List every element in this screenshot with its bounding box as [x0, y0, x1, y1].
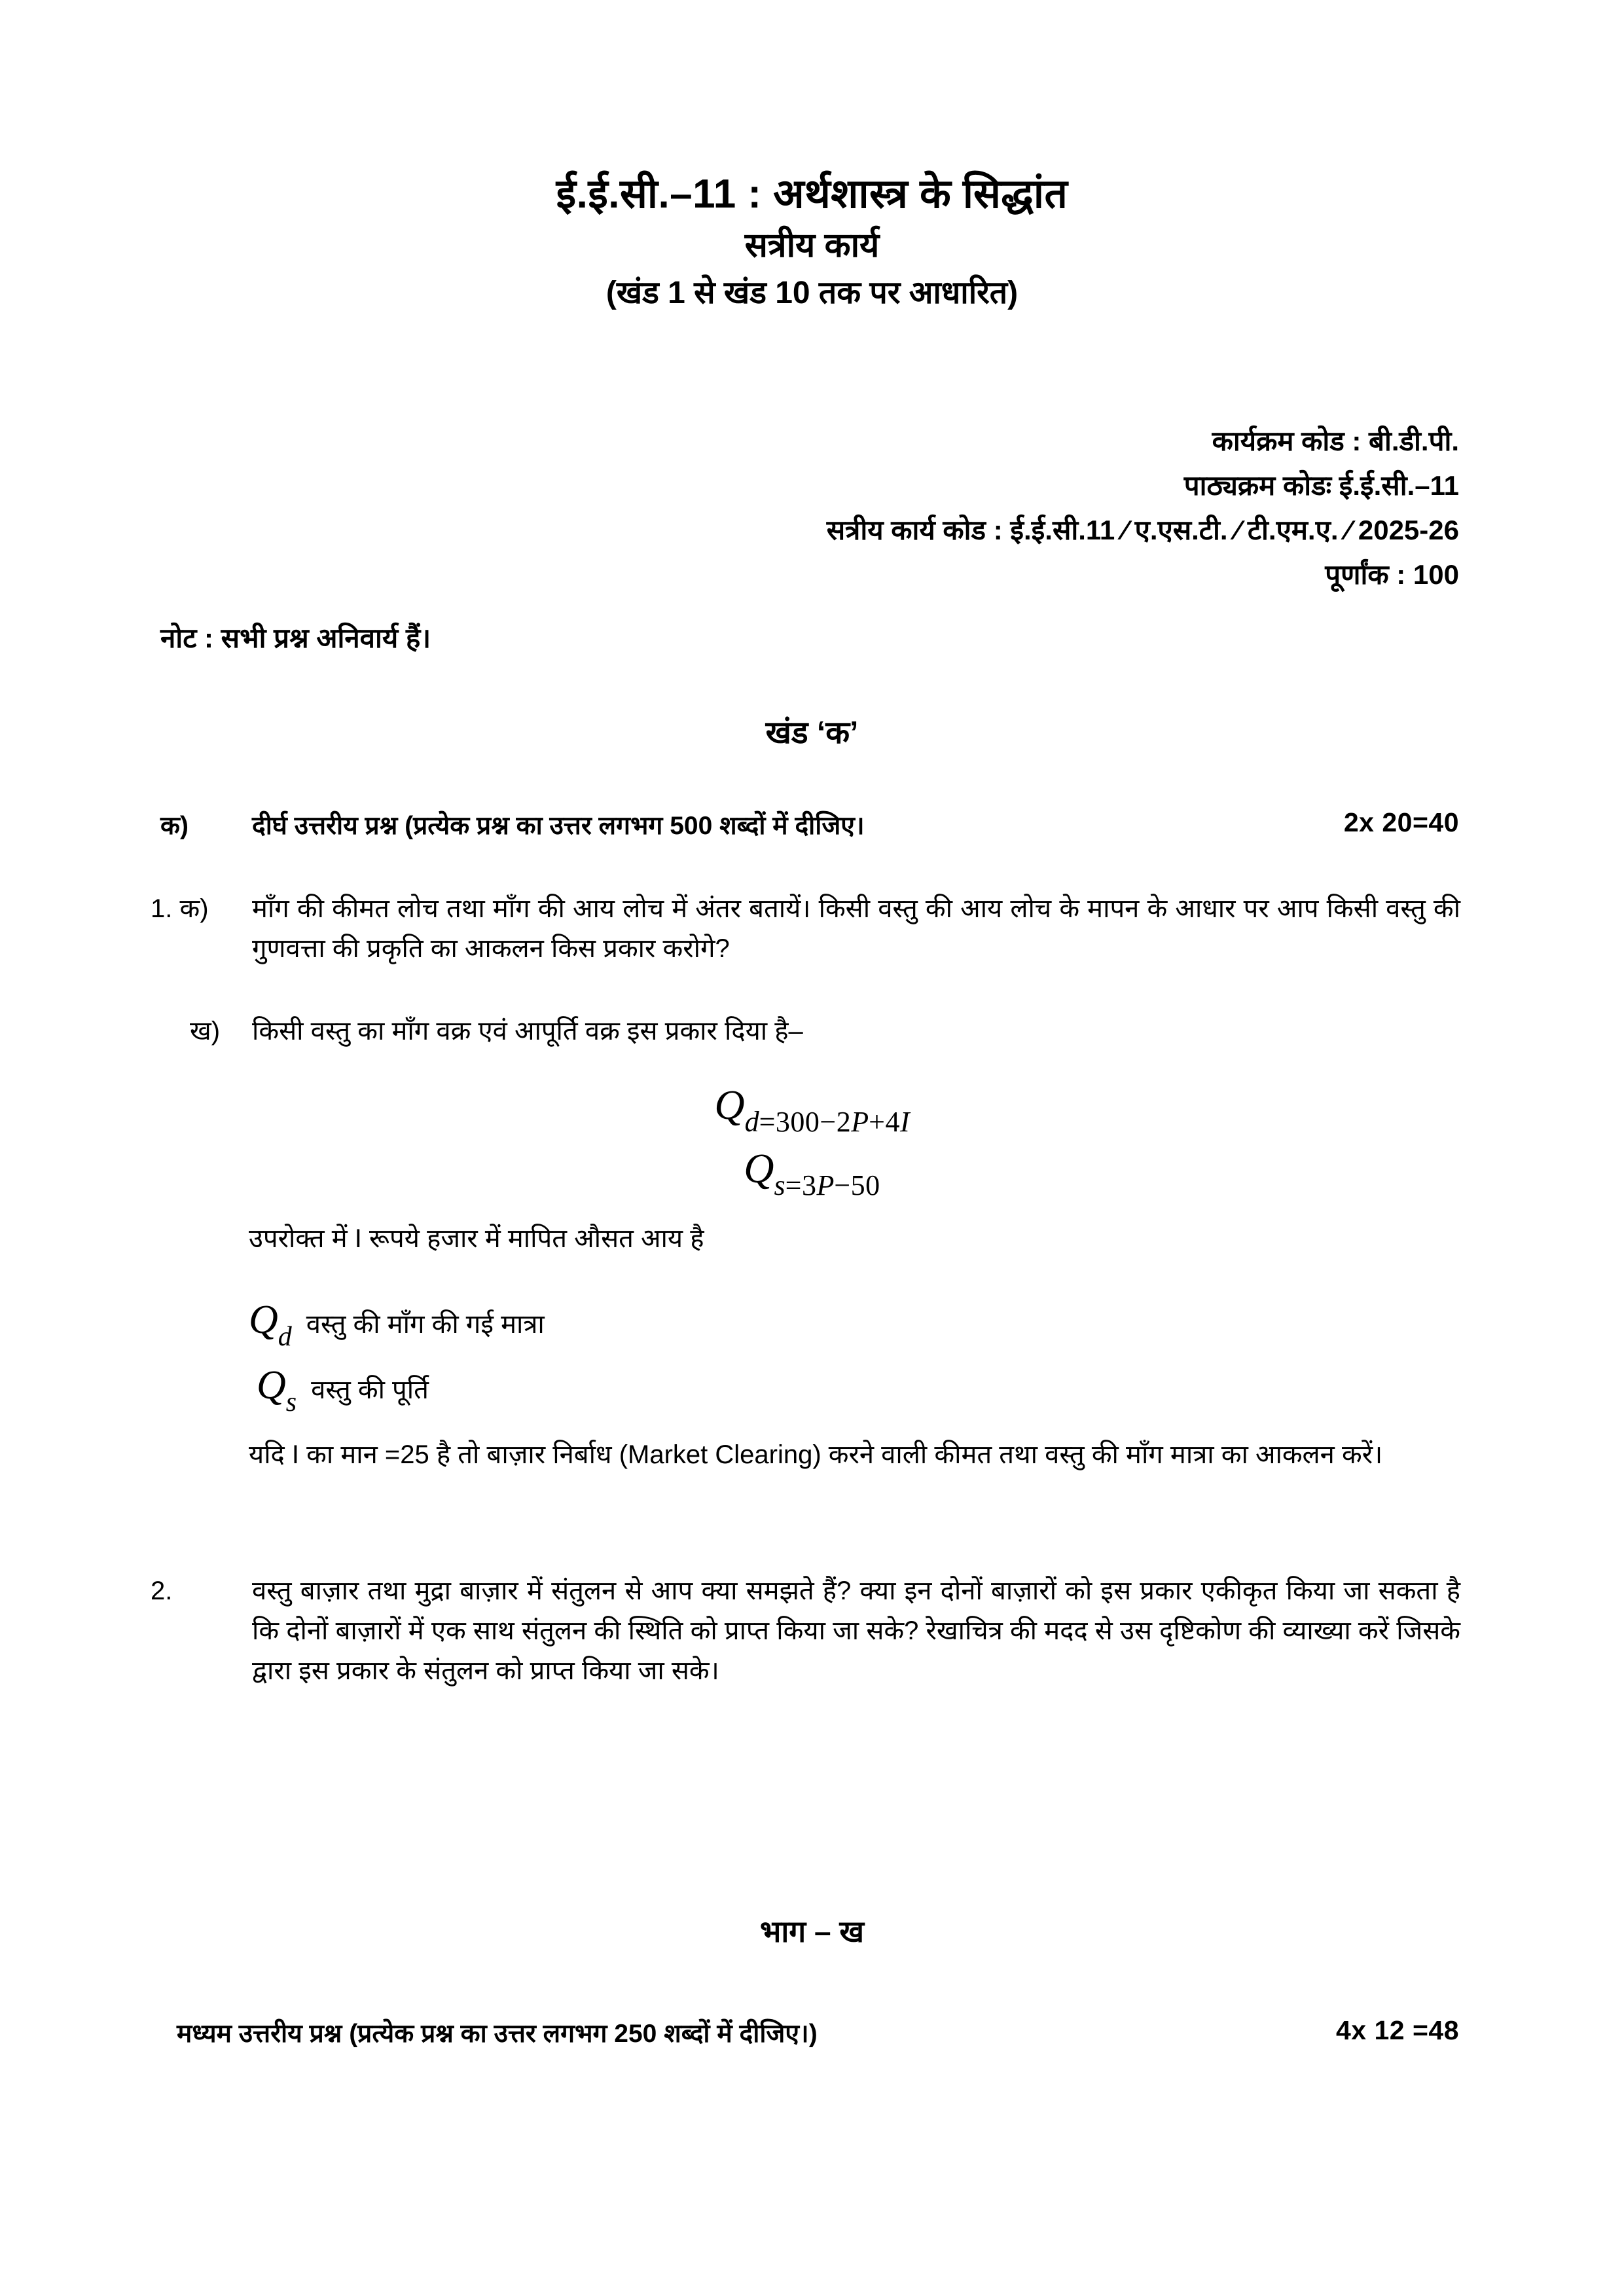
definition-qd	[249, 1298, 545, 1353]
section-b-heading: भाग – ख	[760, 1914, 864, 1948]
equation-demand-body2: +4	[869, 1106, 900, 1139]
max-marks: पूर्णांक : 100	[1325, 559, 1459, 591]
course-code: पाठ्यक्रम कोडः ई.ई.सी.–11	[1183, 470, 1459, 501]
section-a-heading: खंड ‘क’	[765, 716, 859, 750]
equation-demand-subscript: d	[744, 1106, 759, 1139]
equation-note: उपरोक्त में I रूपये हजार में मापित औसत आय है	[249, 1224, 704, 1253]
equation-supply	[0, 1140, 1624, 1200]
page-subtitle: सत्रीय कार्य	[744, 226, 880, 264]
question-1b-text: किसी वस्तु का माँग वक्र एवं आपूर्ति वक्र इस प्रकार दिया है–	[252, 1017, 803, 1046]
question-2-text: वस्तु बाज़ार तथा मुद्रा बाज़ार में संतुलन से आप क्या समझते हैं? क्या इन दोनों बाज़ारों को इस प्रकार एकीकृत किया जा सकता है कि दोनों बाज़ारों में एक साथ संतुलन की स्थिति को प्राप्त किया जा सके? रेखाचित्र की मदद से उस दृष्टिकोण की व्याख्या करें जिसके द्वारा इस प्रकार के संतुलन को प्राप्त किया जा सके।	[252, 1576, 1460, 1685]
equation-question: यदि I का मान =25 है तो बाज़ार निर्बाध (Market Clearing) करने वाली कीमत तथा वस्तु की माँग मात्रा का आकलन करें।	[249, 1440, 1383, 1469]
definition-qd-text: वस्तु की माँग की गई मात्रा	[306, 1310, 545, 1339]
page-subtitle-scope: (खंड 1 से खंड 10 तक पर आधारित)	[605, 276, 1019, 311]
programme-code: कार्यक्रम कोड : बी.डी.पी.	[1212, 426, 1459, 456]
question-2	[151, 1571, 1460, 1690]
code-block	[827, 419, 1459, 597]
question-2-number: 2.	[151, 1576, 173, 1605]
equation-demand-body: =300−2	[759, 1106, 852, 1139]
question-1b-number: ख)	[190, 1017, 221, 1046]
equation-supply-var1: P	[816, 1169, 835, 1202]
page-title: ई.ई.सी.–11 : अर्थशास्त्र के सिद्धांत	[556, 172, 1068, 217]
definition-qs-text: वस्तु की पूर्ति	[311, 1376, 429, 1404]
definition-qd-symbol: $Q_d$	[249, 1298, 292, 1353]
question-1b	[151, 1011, 1460, 1051]
section-b-intro	[177, 2015, 1459, 2050]
section-b-intro-text: मध्यम उत्तरीय प्रश्न (प्रत्येक प्रश्न का उत्तर लगभग 250 शब्दों में दीजिए।)	[177, 2020, 818, 2048]
equation-supply-subscript: s	[774, 1169, 785, 1202]
definition-qs	[257, 1363, 429, 1418]
section-a-marks: 2x 20=40	[1343, 807, 1459, 837]
note-text: नोट : सभी प्रश्न अनिवार्य हैं।	[160, 623, 431, 653]
equation-supply-body2: −50	[834, 1169, 880, 1202]
question-1a	[151, 889, 1460, 969]
assignment-code: सत्रीय कार्य कोड : ई.ई.सी.11 ⁄ ए.एस.टी. ⁄ टी.एम.ए. ⁄ 2025-26	[826, 515, 1459, 546]
equation-demand-symbol: Q	[714, 1082, 745, 1128]
equation-demand-var1: P	[851, 1106, 869, 1139]
definition-qs-symbol: $Q_s$	[257, 1363, 297, 1418]
section-a-intro-text: दीर्घ उत्तरीय प्रश्न (प्रत्येक प्रश्न का उत्तर लगभग 500 शब्दों में दीजिए।	[252, 812, 865, 840]
equation-supply-symbol: Q	[744, 1145, 774, 1192]
section-b-marks: 4x 12 =48	[1335, 2015, 1459, 2045]
section-a-intro-tag: क)	[160, 812, 189, 840]
equation-demand	[0, 1077, 1624, 1137]
equation-supply-body: =3	[785, 1169, 817, 1202]
title-block	[0, 169, 1624, 314]
question-1a-number: 1. क)	[151, 894, 209, 923]
section-a-intro	[160, 807, 1459, 842]
equation-demand-var2: I	[899, 1106, 910, 1139]
question-1a-text: माँग की कीमत लोच तथा माँग की आय लोच में अंतर बतायें। किसी वस्तु की आय लोच के मापन के आधार पर आप किसी वस्तु की गुणवत्ता की प्रकृति का आकलन किस प्रकार करोगे?	[252, 894, 1460, 963]
